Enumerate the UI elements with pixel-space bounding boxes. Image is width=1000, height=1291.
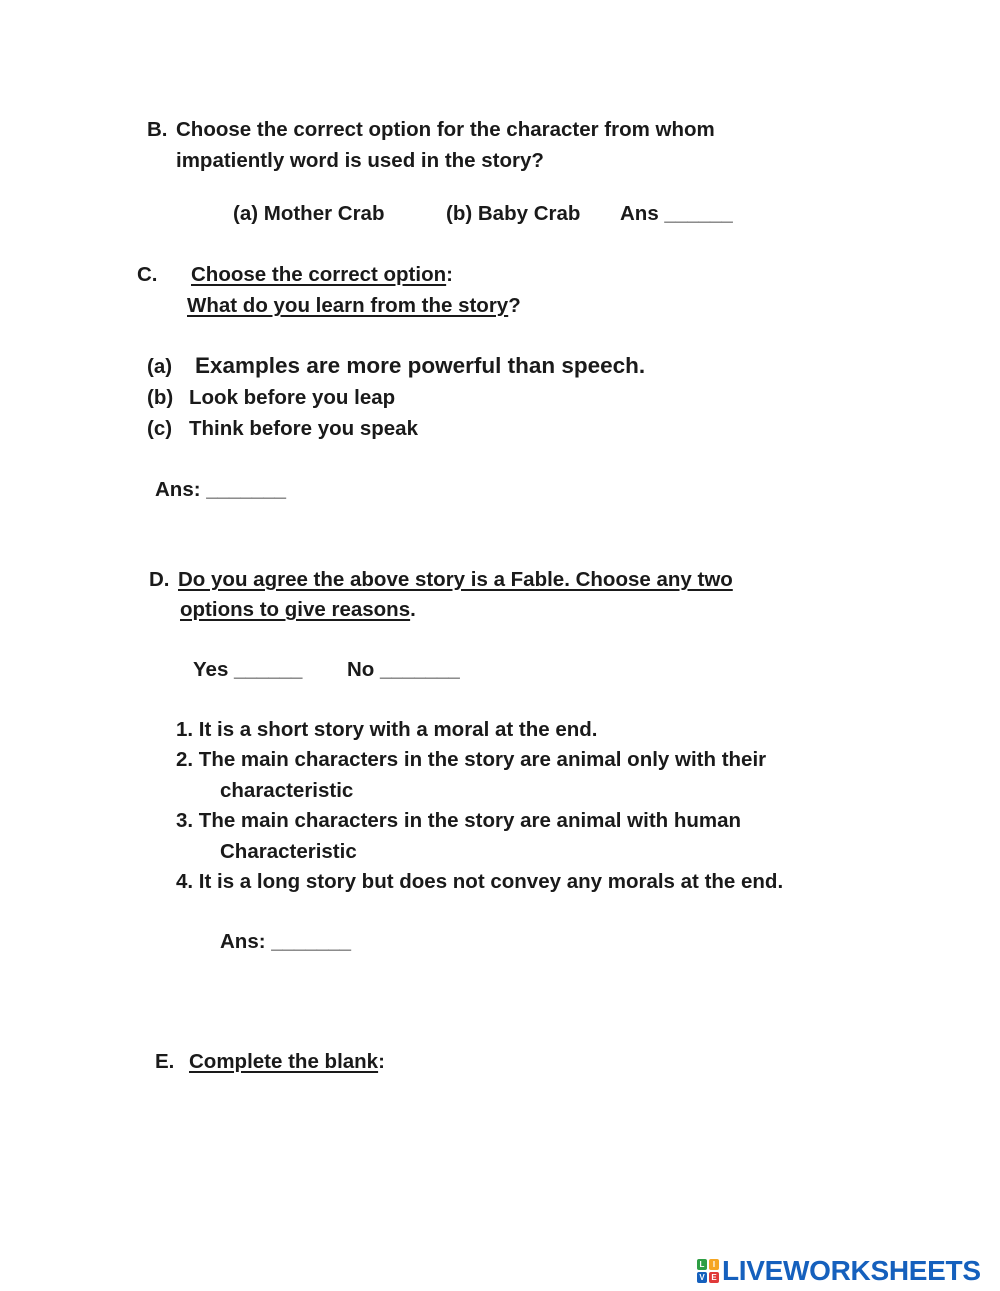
section-b-label: B.	[147, 118, 168, 141]
section-c-option-c-text: Think before you speak	[189, 417, 418, 440]
section-c-instruction	[191, 263, 453, 287]
section-d-yes-blank[interactable]: Yes ______	[193, 658, 303, 681]
section-d-no-blank[interactable]: No _______	[347, 658, 460, 681]
section-c-question-text: What do you learn from the story	[187, 294, 509, 317]
section-c-instruction-text: Choose the correct option	[191, 263, 447, 286]
section-c-answer-blank[interactable]: Ans: _______	[155, 478, 287, 501]
section-c-option-a-text: Examples are more powerful than speech.	[195, 353, 646, 378]
liveworksheets-logo	[697, 1257, 981, 1285]
section-b-option-b: (b) Baby Crab	[446, 202, 581, 225]
section-d-option-4: 4. It is a long story but does not convey any morals at the end.	[176, 870, 784, 893]
logo-tile-i: I	[709, 1259, 719, 1270]
section-d-option-2: 2. The main characters in the story are animal only with their	[176, 748, 767, 771]
logo-tile-e: E	[709, 1272, 719, 1283]
liveworksheets-logo-icon	[697, 1259, 719, 1283]
section-e-label: E.	[155, 1050, 175, 1073]
section-b-question-line1: Choose the correct option for the character from whom	[176, 118, 715, 141]
section-d-label: D.	[149, 568, 170, 591]
section-c-instruction-suffix: :	[446, 263, 453, 286]
liveworksheets-logo-text: LIVEWORKSHEETS	[722, 1255, 981, 1286]
logo-tile-l: L	[697, 1259, 707, 1270]
section-c-label: C.	[137, 263, 158, 286]
section-e-instruction-text: Complete the blank	[189, 1050, 379, 1073]
section-d-question-line1: Do you agree the above story is a Fable. Choose any two	[178, 568, 733, 591]
section-c-question-suffix: ?	[508, 294, 521, 317]
section-d-question-line2-suffix: .	[410, 598, 416, 621]
section-c-option-b-text: Look before you leap	[189, 386, 396, 409]
section-d-option-3-continued: Characteristic	[220, 840, 357, 863]
section-d-option-1: 1. It is a short story with a moral at the end.	[176, 718, 598, 741]
section-b-option-a: (a) Mother Crab	[233, 202, 385, 225]
section-e-instruction-suffix: :	[378, 1050, 385, 1073]
section-d-answer-blank[interactable]: Ans: _______	[220, 930, 352, 953]
section-b-question-line2: impatiently word is used in the story?	[176, 149, 544, 172]
section-d-question-line2	[180, 598, 416, 622]
section-c-question	[187, 294, 521, 318]
section-e-instruction	[189, 1050, 385, 1074]
section-d-option-2-continued: characteristic	[220, 779, 354, 802]
section-d-question-line2-text: options to give reasons	[180, 598, 411, 621]
logo-tile-v: V	[697, 1272, 707, 1283]
section-c-option-b-marker: (b)	[147, 386, 174, 409]
section-b-answer-blank[interactable]: Ans ______	[620, 202, 733, 225]
section-c-option-c-marker: (c)	[147, 417, 173, 440]
section-c-option-a-marker: (a)	[147, 355, 173, 378]
section-d-option-3: 3. The main characters in the story are animal with human	[176, 809, 742, 832]
